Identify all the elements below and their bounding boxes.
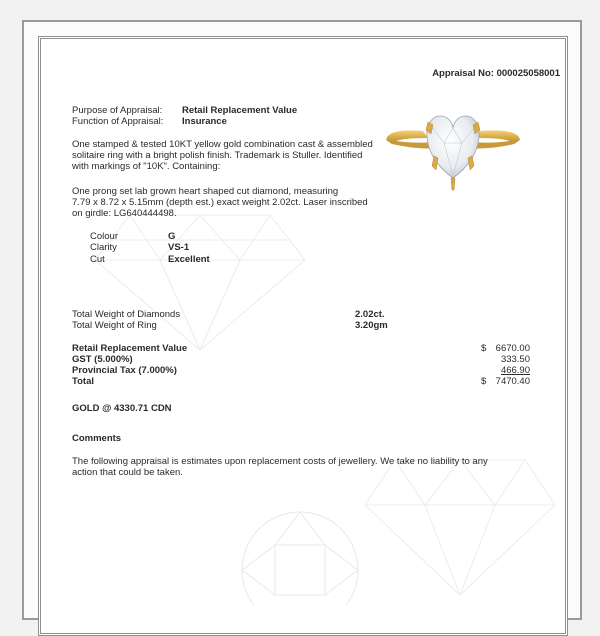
value-amount-total: 7470.40 <box>495 376 530 387</box>
grade-value-cut: Excellent <box>168 254 210 265</box>
grade-label-clarity: Clarity <box>90 242 117 253</box>
function-value: Insurance <box>182 116 227 127</box>
value-label-retail: Retail Replacement Value <box>72 343 188 354</box>
value-label-provincial: Provincial Tax (7.000%) <box>72 365 177 376</box>
value-amount-provincial: 466.90 <box>500 365 530 376</box>
function-label: Function of Appraisal: <box>72 116 164 127</box>
weight-label-diamonds: Total Weight of Diamonds <box>72 309 181 320</box>
weight-value-ring: 3.20gm <box>355 320 388 331</box>
item-description: One stamped & tested 10KT yellow gold combination cast & assembled solitaire ring with a bright polish finish. Trademark is Stuller. Identified with markings of "10K". Containing: <box>72 139 373 172</box>
weight-label-ring: Total Weight of Ring <box>72 320 157 331</box>
grade-value-clarity: VS-1 <box>168 242 190 253</box>
purpose-value: Retail Replacement Value <box>182 105 298 116</box>
value-currency-total: $ <box>481 376 487 387</box>
value-label-total: Total <box>72 376 94 387</box>
heart-diamond-ring-image <box>378 98 528 208</box>
grade-value-colour: G <box>168 231 176 242</box>
value-amount-gst: 333.50 <box>500 354 530 365</box>
comments-heading: Comments <box>72 433 122 444</box>
gold-price: GOLD @ 4330.71 CDN <box>72 403 172 414</box>
value-amount-retail: 6670.00 <box>495 343 530 354</box>
value-currency-retail: $ <box>481 343 487 354</box>
grade-label-cut: Cut <box>90 254 105 265</box>
appraisal-number: Appraisal No: 000025058001 <box>432 68 560 79</box>
weight-value-diamonds: 2.02ct. <box>355 309 385 320</box>
grade-label-colour: Colour <box>90 231 118 242</box>
diamond-description: One prong set lab grown heart shaped cut diamond, measuring 7.79 x 8.72 x 5.15mm (depth est.) exact weight 2.02ct. Laser inscribed on girdle: LG640444498. <box>72 186 368 219</box>
value-label-gst: GST (5.000%) <box>72 354 133 365</box>
purpose-label: Purpose of Appraisal: <box>72 105 163 116</box>
comments-text: The following appraisal is estimates upon replacement costs of jewellery. We take no liability to any action that could be taken. <box>72 456 488 478</box>
